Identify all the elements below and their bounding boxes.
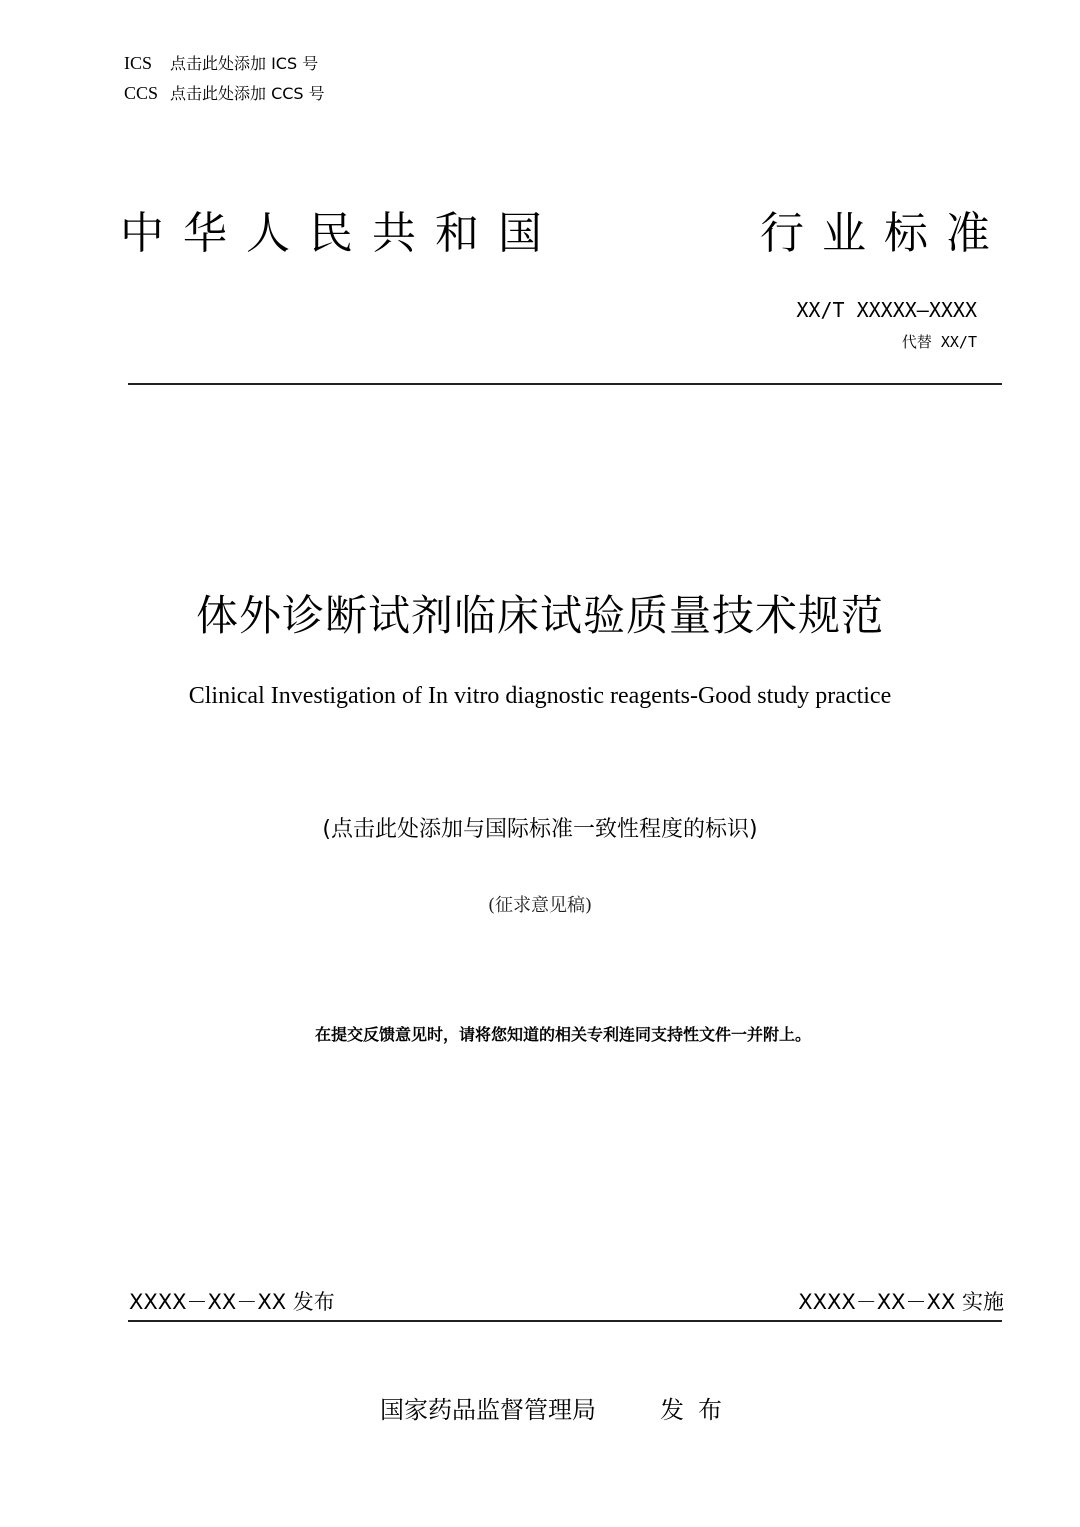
consistency-placeholder-field[interactable]: (点击此处添加与国际标准一致性程度的标识) [322, 817, 758, 842]
footer-divider [128, 1320, 1002, 1322]
document-title-english: Clinical Investigation of In vitro diagnostic reagents-Good study practice [188, 683, 892, 709]
publish-word: 发布 [660, 1396, 736, 1424]
header-divider [128, 383, 1002, 385]
ics-row [124, 52, 318, 75]
document-title-chinese: 体外诊断试剂临床试验质量技术规范 [195, 591, 884, 640]
draft-status: (征求意见稿) [487, 895, 593, 916]
ccs-placeholder-field[interactable]: 点击此处添加 CCS 号 [170, 84, 325, 103]
standard-number: XX/T XXXXX—XXXX [796, 298, 977, 322]
ccs-label: CCS [124, 83, 159, 103]
country-title: 中华人民共和国 [120, 208, 561, 259]
publish-date: XXXX－XX－XX 发布 [129, 1290, 335, 1314]
ics-placeholder-field[interactable]: 点击此处添加 ICS 号 [170, 54, 319, 73]
standard-type: 行业标准 [760, 208, 1008, 259]
ccs-row [124, 82, 325, 105]
implement-date: XXXX－XX－XX 实施 [798, 1290, 1004, 1314]
patent-note: 在提交反馈意见时，请将您知道的相关专利连同支持性文件一并附上。 [314, 1025, 811, 1044]
ics-label: ICS [124, 53, 153, 73]
publisher-name: 国家药品监督管理局 [380, 1396, 596, 1424]
replaces-standard: 代替 XX/T [901, 333, 977, 351]
